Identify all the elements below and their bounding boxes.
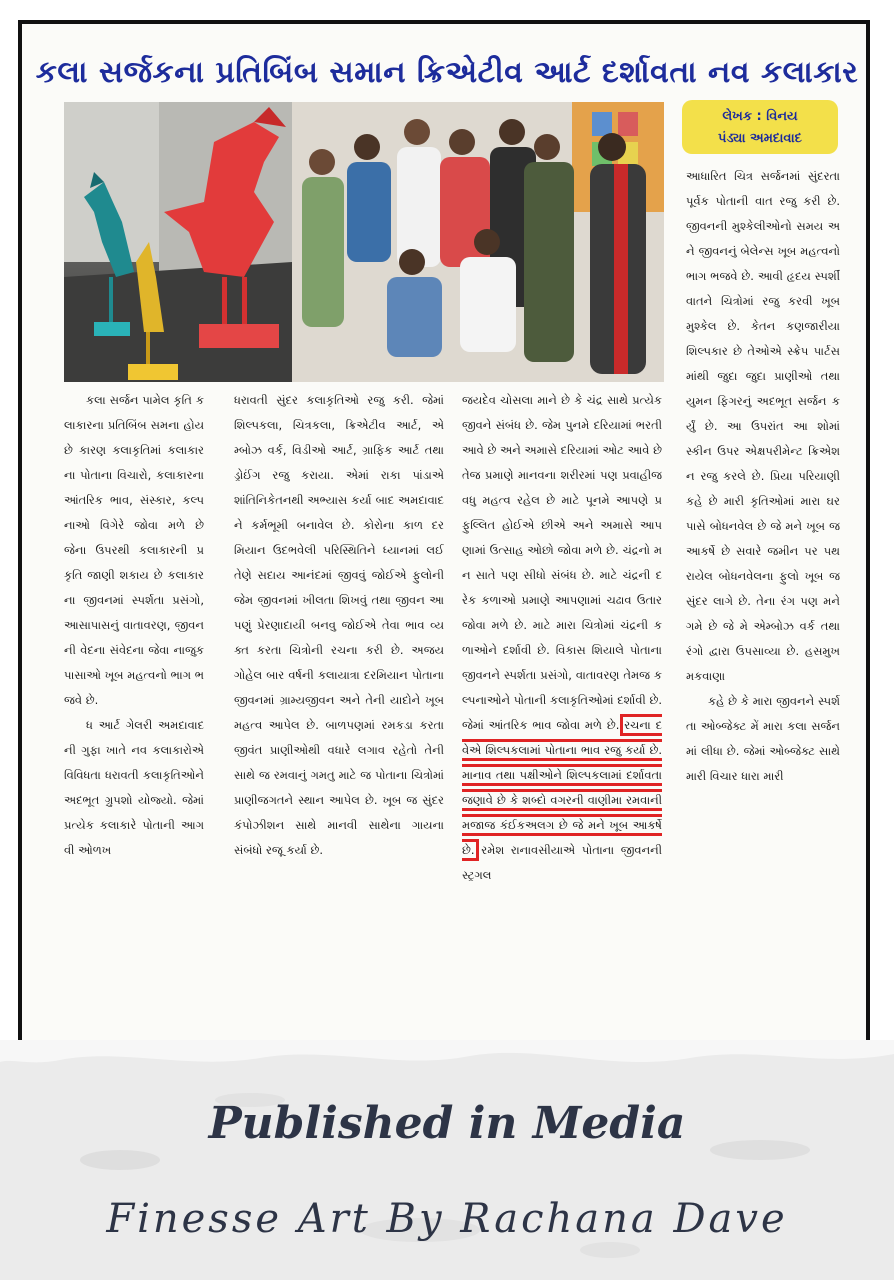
headline: કલા સર્જકના પ્રતિબિંબ સમાન ક્રિએટીવ આર્ટ દર્શાવતા નવ કલાકાર	[35, 55, 859, 90]
published-in-media-title: Published in Media	[208, 1098, 686, 1149]
paragraph: કહે છે કે મારા જીવનને સ્પર્શતા ઓબ્જેક્ટ મેં મારા કલા સર્જનમાં લીધા છે. જેમાં ઓબ્જેક્ટ સાથે મારી વિચાર ધારા મારી	[686, 694, 840, 783]
footer-band	[0, 1040, 894, 1280]
paragraph: ધરાવતી સુંદર કલાકૃતિઓ રજુ કરી. જેમાં શિલ્પકલા, ચિત્રકલા, ક્રિએટીવ આર્ટ, એમ્બોઝ વર્ક, વિડીઓ આર્ટ, ગ્રાફિક આર્ટ તથા ડ્રોઈંગ રજુ કરાયા. એમાં રાકા પાંડાએ શાંતિનિકેતનથી અભ્યાસ કર્યા બાદ અમદાવાદને કર્મભૂમી બનાવેલ છે. કોરોના કાળ દરમિયાન ઉદભવેલી પરિસ્થિતિને ધ્યાનમાં લઈ તેણે સદાય આનંદમાં જીવવું જોઈએ ફુલોની જેમ જીવનમાં ખીલતા શિખવું તથા જીવન આપણું પ્રેરણાદાયી બનવુ જોઈએ તેવા ભાવ વ્યક્ત કરતા ચિત્રોની રચના કરી છે. અજય ગોહેલ બાર વર્ષની કલાયાત્રા દરમિયાન પોતાના જીવનમાં ગ્રામ્યજીવન અને તેની યાદોને ખૂબ મહત્વ આપેલ છે. બાળપણમાં રમકડા કરતા જીવંત પ્રાણીઓથી વધારે લગાવ રહેતો તેની સાથે જ રમવાનું ગમતુ માટે જ પોતાના ચિત્રોમાં પ્રાણીજગતને સ્થાન આપેલ છે. ખૂબ જ સુંદર કંપોઝીશન સાથે માનવી સાથેના ગાયના સંબંધો રજૂ કર્યા છે.	[234, 393, 444, 857]
artists-group-image	[292, 102, 664, 382]
paragraph: ધ આર્ટ ગેલરી અમદાવાદની ગુફા ખાતે નવ કલાકારોએ વિવિધતા ધરાવતી કલાકૃતિઓને અદભૂત ગ્રુપશો યોજ્યો. જેમાં પ્રત્યેક કલાકારે પોતાની આગવી ઓળખ	[64, 718, 204, 857]
newspaper-clipping	[18, 20, 870, 1080]
article-column-1	[64, 388, 204, 1080]
brand-signature: Finesse Art By Rachana Dave	[106, 1196, 788, 1242]
paragraph: આધારિત ચિત્ર સર્જનમાં સુંદરતા પૂર્વક પોતાની વાત રજુ કરી છે. જીવનની મુશ્કેલીઓનો સમય અને જીવનનું બેલેન્સ ખૂબ મહત્વનો ભાગ ભજવે છે. આવી હૃદય સ્પર્શી વાતને ચિત્રોમાં રજુ કરવી ખૂબ મુશ્કેલ છે. કેતન કણજારીયા શિલ્પકાર છે તેઓએ સ્ક્રેપ પાર્ટસમાંથી જુદા જુદા પ્રાણીઓ તથા યુમન ફિગરનું અદભૂત સર્જન કર્યું છે. આ ઉપરાંત આ શોમાં સ્કીન ઉપર એક્ષપરીમેન્ટ ક્રિએશન રજુ કરલે છે. પ્રિયા પરિયાણી કહે છે મારી કૃતિઓમાં મારા ઘર પાસે બોધનવેલ છે જે મને ખૂબ જ આકર્ષે છે સવારે જમીન પર પથરાયેલ બોધનવેલના ફુલો ખૂબ જ સુંદર લાગે છે. તેના રંગ પણ મને ગમે છે જે મે એમ્બોઝ વર્ક તથા રંગો દ્વારા ઉપસાવ્યા છે. હસમુખ મકવાણા	[686, 169, 840, 683]
paragraph-text: રમેશ રાનાવસીયાએ પોતાના જીવનની સ્ટ્રગલ	[462, 843, 662, 882]
paragraph	[462, 388, 662, 888]
paragraph: કલા સર્જન પામેલ કૃતિ કલાકારના પ્રતિબિંબ સમના હોય છે કારણ કલાકૃતિમાં કલાકારના પોતાના વિચારો, કલાકારના આંતરિક ભાવ, સંસ્કાર, કલ્પનાઓ વિગેરે જોવા મળે છે જેના ઉપરથી કલાકારની પ્રકૃતિ જાણી શકાય છે કલાકારના જીવનમાં સ્પર્શતા પ્રસંગો, આસાપાસનું વાતાવરણ, જીવનની વેદના સંવેદના જેવા નાજુક પાસાઓ ખૂબ મહત્વનો ભાગ ભજવે છે.	[64, 393, 204, 707]
paragraph-text: જયદેવ ચોસલા માને છે કે ચંદ્ર સાથે પ્રત્યેક જીવને સંબંધ છે. જેમ પુનમે દરિયામાં ભરતી આવે છે અને અમાસે દરિયામાં ઓટ આવે છે તેજ પ્રમાણે માનવના શરીરમાં પણ પ્રવાહીજ વધુ મહત્વ રહેલ છે માટે પૂનમે આપણે પ્રફુલ્લિત હોઈએ છીએ અને અમાસે આપણામાં ઉત્સાહ ઓછો જોવા મળે છે. ચંદ્રનો મન સાતે પણ સીધો સંબંધ છે. માટે ચંદ્રની દરેક કળાઓ પ્રમાણે આપણામાં ચઢાવ ઉતાર જોવા મળે છે. માટે મારા ચિત્રોમાં ચંદ્રની કળાઓને દર્શાવી છે. વિકાસ શિયાલે પોતાના જીવનને સ્પર્શતા પ્રસંગો, વાતાવરણ તેમજ કલ્પનાઓને પોતાની કલાકૃતિઓમાં દર્શાવી છે. જેમાં આંતરિક ભાવ જોવા મળે છે.	[462, 393, 662, 732]
paper-texture-graphic	[0, 1040, 894, 1280]
group-photo	[292, 102, 664, 382]
byline-line-2: પંડ્યા અમદાવાદ	[718, 131, 802, 146]
sculpture-photo	[64, 102, 292, 382]
highlighted-quote: રચના દવેએ શિલ્પકલામાં પોતાના ભાવ રજુ કર્યા છે. માનાવ તથા પક્ષીઓને શિલ્પકલામાં દર્શાવતા જણાવે છે કે શબ્દો વગરની વાણીમા રમવાની મજાજ કંઈકઅલગ છે જે મને ખૂબ આકર્ષે છે.	[462, 718, 662, 857]
origami-bird-sculptures-image	[64, 102, 292, 382]
author-byline	[682, 100, 838, 154]
article-column-3	[462, 388, 662, 1080]
byline-line-1: લેખક : વિનય	[722, 109, 798, 124]
article-column-4	[686, 164, 840, 1080]
article-column-2	[234, 388, 444, 1080]
